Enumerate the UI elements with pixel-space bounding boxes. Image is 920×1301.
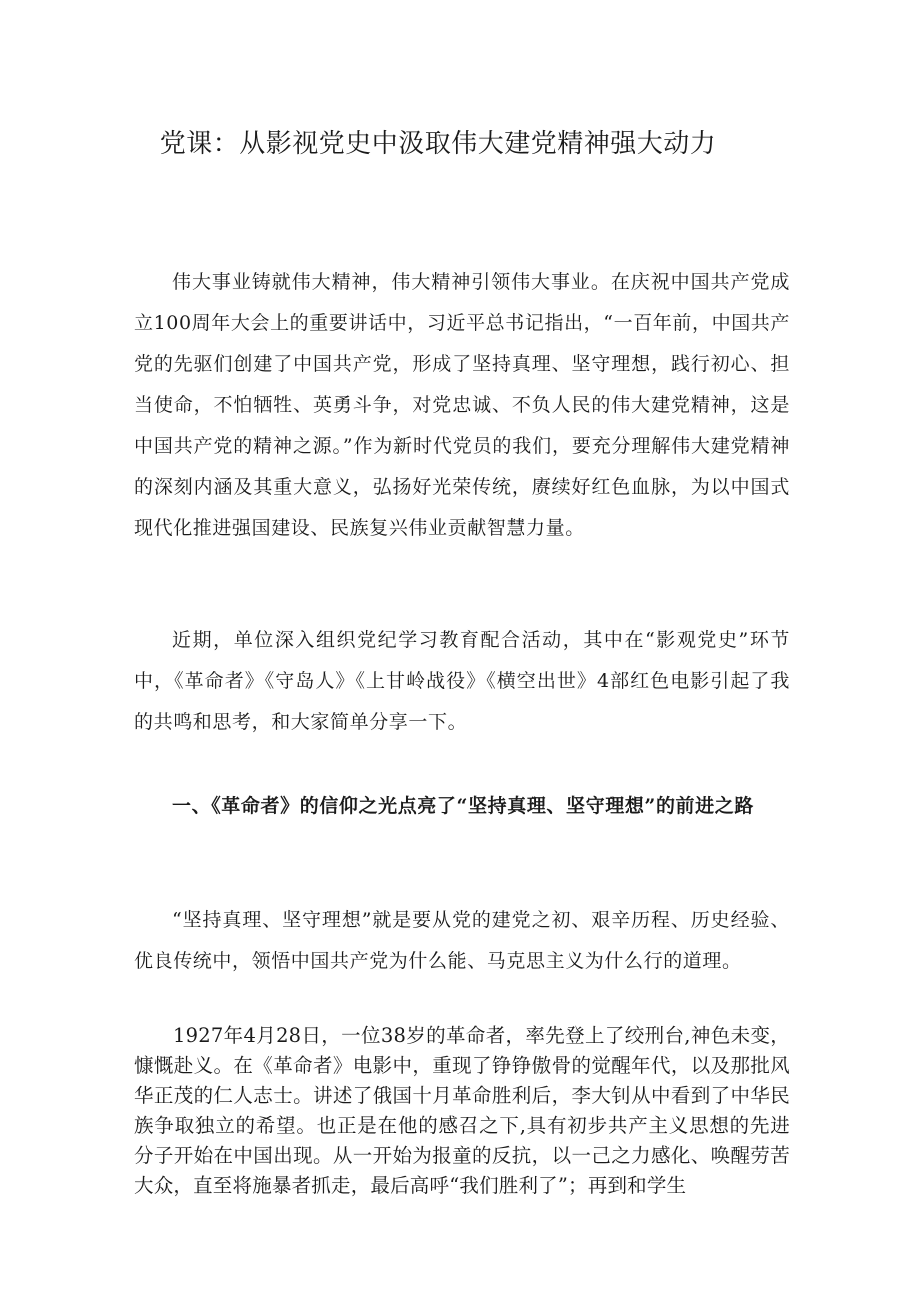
- intro-paragraph: 伟大事业铸就伟大精神，伟大精神引领伟大事业。在庆祝中国共产党成立100周年大会上的重要讲话中，习近平总书记指出，“一百年前，中国共产党的先驱们创建了中国共产党，形成了坚持真理、坚守理想，践行初心、担当使命，不怕牺牲、英勇斗争，对党忠诚、不负人民的伟大建党精神，这是中国共产党的精神之源。”作为新时代党员的我们，要充分理解伟大建党精神的深刻内涵及其重大意义，弘扬好光荣传统，赓续好红色血脉，为以中国式现代化推进强国建设、民族复兴伟业贡献智慧力量。: [134, 271, 790, 539]
- activity-paragraph: 近期，单位深入组织党纪学习教育配合活动，其中在“影观党史”环节中，《革命者》《守岛人》《上甘岭战役》《横空出世》4部红色电影引起了我的共鸣和思考，和大家简单分享一下。: [134, 629, 790, 733]
- section-heading: 一、《革命者》的信仰之光点亮了“坚持真理、坚守理想”的前进之路: [172, 795, 754, 817]
- section-intro-paragraph: “坚持真理、坚守理想”就是要从党的建党之初、艰辛历程、历史经验、优良传统中，领悟中国共产党为什么能、马克思主义为什么行的道理。: [134, 909, 790, 972]
- revolutionary-story-paragraph: 1927年4月28日，一位38岁的革命者，率先登上了绞刑台,神色未变，慷慨赴义。在《革命者》电影中，重现了铮铮傲骨的觉醒年代，以及那批风华正茂的仁人志士。讲述了俄国十月革命胜利后，李大钊从中看到了中华民族争取独立的希望。也正是在他的感召之下,具有初步共产主义思想的先进分子开始在中国出现。从一开始为报童的反抗，以一己之力感化、唤醒劳苦大众，直至将施暴者抓走，最后高呼“我们胜利了”；再到和学生: [134, 1024, 790, 1197]
- document-title: 党课：从影视党史中汲取伟大建党精神强大动力: [159, 129, 717, 159]
